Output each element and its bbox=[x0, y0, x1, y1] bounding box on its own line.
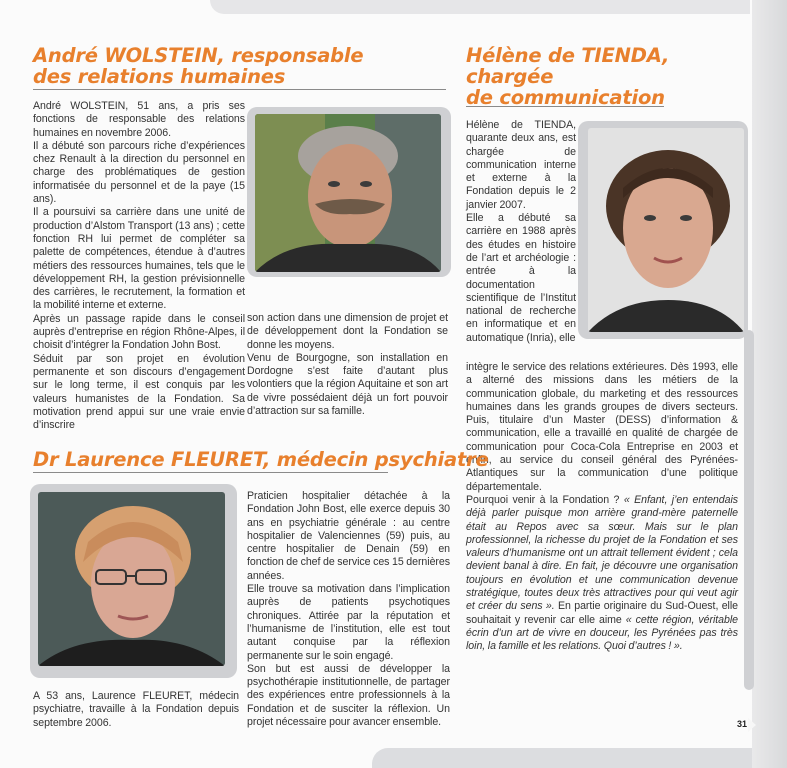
fleuret-column bbox=[247, 490, 450, 729]
fleuret-paragraph: Elle trouve sa motivation dans l’implication auprès de patients psychotiques chroniques. Attirée par la réputation et l’humanisme de l’institution, elle est tout autant conquise par la réflexion permanente sur le soin engagé. bbox=[247, 583, 450, 662]
wolstein-paragraph: Séduit par son projet en évolution permanente et son discours d’engagement sur le long terme, il est conquis par les valeurs humanistes de la Fondation. Sa motivation prend appui sur une vraie envie d’inscrire bbox=[33, 352, 245, 432]
page-number-arrow-icon bbox=[748, 718, 756, 732]
wolstein-column-1 bbox=[33, 100, 245, 432]
page-edge-strip bbox=[752, 0, 787, 768]
tienda-quote: « cette région, véritable écrin d’un art de vivre en douceur, les Pyrénées pas très loin, la famille et les relations. Quoi d’autres ! ». bbox=[466, 613, 739, 653]
tienda-continuation: En partie originaire du Sud-Ouest, elle souhaitait y revenir car elle aime bbox=[466, 600, 738, 626]
tienda-paragraph: Hélène de TIENDA, quarante deux ans, est chargée de communication interne et externe à la Fondation depuis le 2 janvier 2007. bbox=[466, 119, 576, 211]
tienda-wide-column bbox=[466, 361, 738, 654]
tienda-paragraph: Elle a débuté sa carrière en 1988 après des études en histoire de l’art et archéologie : entrée à la documentation scientifique de l’Institut national de recherche en informatique et en automatique (Inria), elle bbox=[466, 212, 576, 344]
tienda-narrow-column bbox=[466, 119, 576, 345]
wolstein-paragraph: André WOLSTEIN, 51 ans, a pris ses fonctions de responsable des relations humaines en novembre 2006. bbox=[33, 100, 245, 139]
wolstein-paragraph: Après un passage rapide dans le conseil auprès d’entreprise en région Rhône-Alpes, il choisit d’intégrer la Fondation John Bost. bbox=[33, 312, 245, 352]
tienda-question: Pourquoi venir à la Fondation ? bbox=[466, 493, 620, 506]
side-decorative-band bbox=[744, 330, 754, 690]
fleuret-photo bbox=[38, 492, 225, 666]
wolstein-paragraph: Il a débuté son parcours riche d’expériences chez Renault à la direction du personnel en charge des problématiques de gestion informatisée du personnel et de la paye (15 ans). bbox=[33, 139, 245, 206]
top-decorative-band bbox=[210, 0, 750, 14]
tienda-portrait-image bbox=[588, 128, 744, 332]
fleuret-paragraph: Son but est aussi de développer la psychothérapie institutionnelle, de partager des expériences entre professionnels à la Fondation et de susciter la réflexion. Un projet nécessaire pour avancer ensemble. bbox=[247, 662, 450, 729]
fleuret-heading-rule bbox=[33, 472, 388, 473]
wolstein-paragraph: Il a poursuivi sa carrière dans une unité de production d’Alstom Transport (13 ans) ; cette fonction RH lui permet de compléter sa palette de compétences, étendue à d’autres métiers des ressources humaines, tels que le développement RH, la gestion prévisionnelle des carrières, le recrutement, la formation et la mobilité interne et externe. bbox=[33, 206, 245, 312]
bottom-decorative-band bbox=[372, 748, 752, 768]
wolstein-heading bbox=[33, 45, 363, 87]
tienda-heading-rule bbox=[466, 106, 664, 107]
page-number: 31 bbox=[737, 719, 748, 729]
wolstein-portrait-image bbox=[255, 114, 441, 272]
tienda-photo bbox=[588, 128, 744, 332]
tienda-heading-line3: de communication bbox=[466, 86, 665, 109]
tienda-quote-paragraph bbox=[466, 494, 738, 654]
wolstein-photo bbox=[255, 114, 441, 272]
fleuret-portrait-image bbox=[38, 492, 225, 666]
tienda-heading bbox=[466, 45, 669, 108]
fleuret-heading: Dr Laurence FLEURET, médecin psychiatre bbox=[33, 448, 489, 471]
wolstein-paragraph: son action dans une dimension de projet et de développement dont la Fondation se donne les moyens. bbox=[247, 312, 448, 351]
wolstein-heading-line2: des relations humaines bbox=[33, 65, 286, 88]
tienda-quote: « Enfant, j’en entendais déjà parler puisque mon arrière grand-mère paternelle était au Repos avec sa sœur. Mais sur le plan professionnel, la richesse du projet de la Fondation et ses valeurs d’humanisme ont un attrait tellement évident ; cela devient banal à dire. En fait, je découvre une organisation toujours en évolution et une communication devenue stratégique, toutes deux très attractives pour qui veut agir et créer du sens ». bbox=[466, 493, 738, 613]
wolstein-paragraph: Venu de Bourgogne, son installation en Dordogne s’est faite d’autant plus volontiers que la région Aquitaine et son art de vivre possédaient déjà un fort pouvoir d’attraction sur sa famille. bbox=[247, 351, 448, 418]
tienda-heading-line1: Hélène de TIENDA, bbox=[466, 44, 670, 67]
wolstein-heading-rule bbox=[33, 89, 446, 90]
fleuret-caption: A 53 ans, Laurence FLEURET, médecin psychiatre, travaille à la Fondation depuis septembre 2006. bbox=[33, 690, 239, 729]
tienda-heading-line2: chargée bbox=[466, 65, 554, 88]
tienda-paragraph: intègre le service des relations extérieures. Dès 1993, elle a alterné des missions dans les métiers de la communication globale, du marketing et des ressources humaines dans les grands groupes de divers secteurs. Puis, titulaire d’un Master (DESS) d’information & communication, elle a travaillé en qualité de chargée de communication pour Coca-Cola Entreprise en 2003 et enfin, au service du conseil général des Pyrénées-Atlantiques sur la communication d’une politique départementale. bbox=[466, 361, 738, 493]
wolstein-heading-line1: André WOLSTEIN, responsable bbox=[33, 44, 364, 67]
fleuret-paragraph: Praticien hospitalier détachée à la Fondation John Bost, elle exerce depuis 30 ans en psychiatrie générale : au centre hospitalier de Valenciennes (59) puis, au centre hospitalier de Denain (59) en fonction de chef de service ces 15 dernières années. bbox=[247, 490, 450, 582]
wolstein-column-2 bbox=[247, 312, 448, 418]
